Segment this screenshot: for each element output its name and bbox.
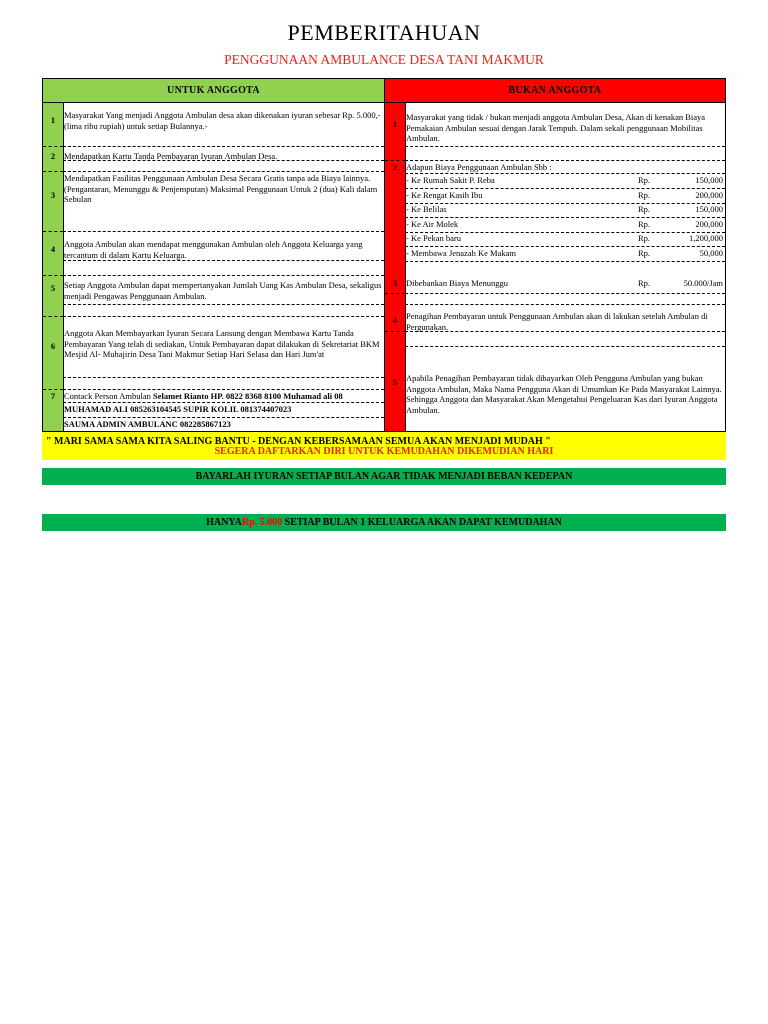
item-number: 4 (392, 315, 398, 325)
cost-destination: - Ke Belilas (406, 204, 447, 214)
cost-amount: 200,000 (695, 189, 723, 200)
item-number: 6 (50, 341, 56, 351)
member-item-1 (43, 103, 384, 147)
item-text: Anggota Akan Membayarkan Iyuran Secara Lansung dengan Membawa Kartu Tanda Pembayaran Yang telah di sediakan, Untuk Pembayaran dapat dilakukan di Sekretariat BKM Mesjid Al- Muhajirin Desa Tani Makmur Setiap Hari Selasa dan Hari Jum'at (64, 328, 380, 359)
cost-destination: - Ke Pekan baru (406, 233, 461, 243)
item-text: Mendapatkan Kartu Tanda Pembayaran Iyuran Ambulan Desa. (64, 151, 278, 161)
cost-currency: Rp. (638, 233, 651, 243)
member-item-7 (43, 390, 384, 402)
item-number: 7 (50, 391, 56, 401)
cost-row (406, 189, 723, 202)
register-call-to-action: SEGERA DAFTARKAN DIRI UNTUK KEMUDAHAN DIKEMUDIAN HARI (214, 446, 554, 457)
item-text: Penagihan Pembayaran untuk Penggunaan Ambulan akan di lakukan setelah Ambulan di Pergunakan. (406, 311, 708, 332)
item-number: 1 (392, 119, 398, 129)
member-item-5 (43, 276, 384, 304)
item-number: 1 (50, 115, 56, 125)
waiting-fee: Dibebankan Biaya Menunggu Rp. 50.000/Jam (406, 278, 723, 288)
contact-line-2: MUHAMAD ALI 085263104545 SUPIR KOLIL 081374407023 (64, 404, 292, 414)
item-number: 2 (392, 162, 398, 172)
cost-row (406, 174, 723, 187)
members-panel (42, 78, 385, 432)
cost-currency: Rp. (638, 175, 651, 185)
page-title: PEMBERITAHUAN (287, 20, 481, 45)
pay-dues-bar: BAYARLAH IYURAN SETIAP BULAN AGAR TIDAK MENJADI BEBAN KEDEPAN (42, 468, 726, 485)
cost-amount: 50,000 (699, 247, 723, 258)
cost-currency: Rp. (638, 247, 651, 258)
page-subtitle: PENGGUNAAN AMBULANCE DESA TANI MAKMUR (224, 52, 544, 67)
cost-destination: - Ke Rengat Kasih Ibu (406, 189, 483, 200)
cost-destination: - Ke Air Molek (406, 218, 459, 229)
cost-row (406, 247, 723, 260)
cost-row (406, 218, 723, 231)
cost-destination: - Membawa Jenazah Ke Makam (406, 247, 516, 258)
cost-amount: 200,000 (695, 218, 723, 229)
member-item-2 (43, 147, 384, 171)
non-member-item-3 (385, 276, 725, 291)
item-text: Adapun Biaya Penggunaan Ambulan Sbb : (406, 162, 552, 172)
contact-person: Contack Person Ambulan Selamet Rianto HP. 0822 8368 8100 Muhamad ali 08 (64, 391, 343, 401)
cost-amount: 1,200,000 (689, 233, 723, 243)
non-member-item-4 (385, 305, 725, 343)
cost-amount: 150,000 (695, 204, 723, 214)
item-number: 3 (50, 190, 56, 200)
item-text: Masyarakat Yang menjadi Anggota Ambulan desa akan dikenakan iyuran sebesar Rp. 5.000,- (lima ribu rupiah) untuk setiap Bulannya.- (64, 110, 381, 131)
non-member-item-2 (385, 161, 725, 173)
cost-currency: Rp. (638, 204, 651, 214)
item-text: Anggota Ambulan akan mendapat menggunakan Ambulan oleh Anggota Keluarga yang tercantum di dalam Kartu Keluarga. (64, 239, 363, 260)
item-number: 3 (392, 278, 398, 288)
cost-row (406, 203, 723, 216)
item-number: 2 (50, 151, 56, 161)
non-members-header: BUKAN ANGGOTA (385, 79, 725, 103)
item-number: 5 (50, 283, 56, 293)
item-number: 4 (50, 244, 56, 254)
non-members-panel (385, 78, 726, 432)
cost-currency: Rp. (638, 189, 651, 200)
member-item-3 (43, 172, 384, 232)
member-item-4 (43, 232, 384, 274)
price-bar: HANYA Rp. 5.000 SETIAP BULAN 1 KELUARGA AKAN DAPAT KEMUDAHAN (42, 514, 726, 531)
item-text: Apabila Penagihan Pembayaran tidak dibayarkan Oleh Pengguna Ambulan yang bukan Anggota Ambulan, Maka Nama Pengguna Akan di Umumkan Ke Pada Masyarakat Lainnya. Sehingga Anggota dan Masyarakat Akan Mengetahui Pengeluaran Kas dari Iyuran Anggota Ambulan. (406, 373, 722, 415)
item-text: Setiap Anggota Ambulan dapat mempertanyakan Jumlah Uang Kas Ambulan Desa, sekaligus menjadi Pengawas Penggunaan Ambulan. (64, 280, 382, 301)
cost-currency: Rp. (638, 218, 651, 229)
cost-row (406, 232, 723, 245)
cost-amount: 150,000 (695, 175, 723, 185)
cost-destination: - Ke Rumah Sakit P. Reba (406, 175, 495, 185)
item-number: 5 (392, 377, 398, 387)
item-text: Masyarakat yang tidak / bukan menjadi anggota Ambulan Desa, Akan di kenakan Biaya Pemakaian Ambulan sesuai dengan Jarak Tempuh. Dalam sekali penggunaan Mobilitas Ambulan. (406, 112, 706, 143)
item-text: Mendapatkan Fasilitas Penggunaan Ambulan Desa Secara Gratis tanpa ada Biaya lainnya. (Pengantaran, Menunggu & Penjemputan) Maksimal Penggunaan Untuk 2 (dua) Kali dalam Sebulan (64, 173, 378, 204)
non-member-item-5 (385, 347, 725, 433)
member-item-6 (43, 317, 384, 379)
members-header: UNTUK ANGGOTA (43, 79, 384, 103)
contact-line-3: SAUMA ADMIN AMBULANC 082285867123 (64, 419, 231, 429)
slogan-text: " MARI SAMA SAMA KITA SALING BANTU - DENGAN KEBERSAMAAN SEMUA AKAN MENJADI MUDAH " (46, 436, 551, 447)
non-member-item-1 (385, 103, 725, 161)
